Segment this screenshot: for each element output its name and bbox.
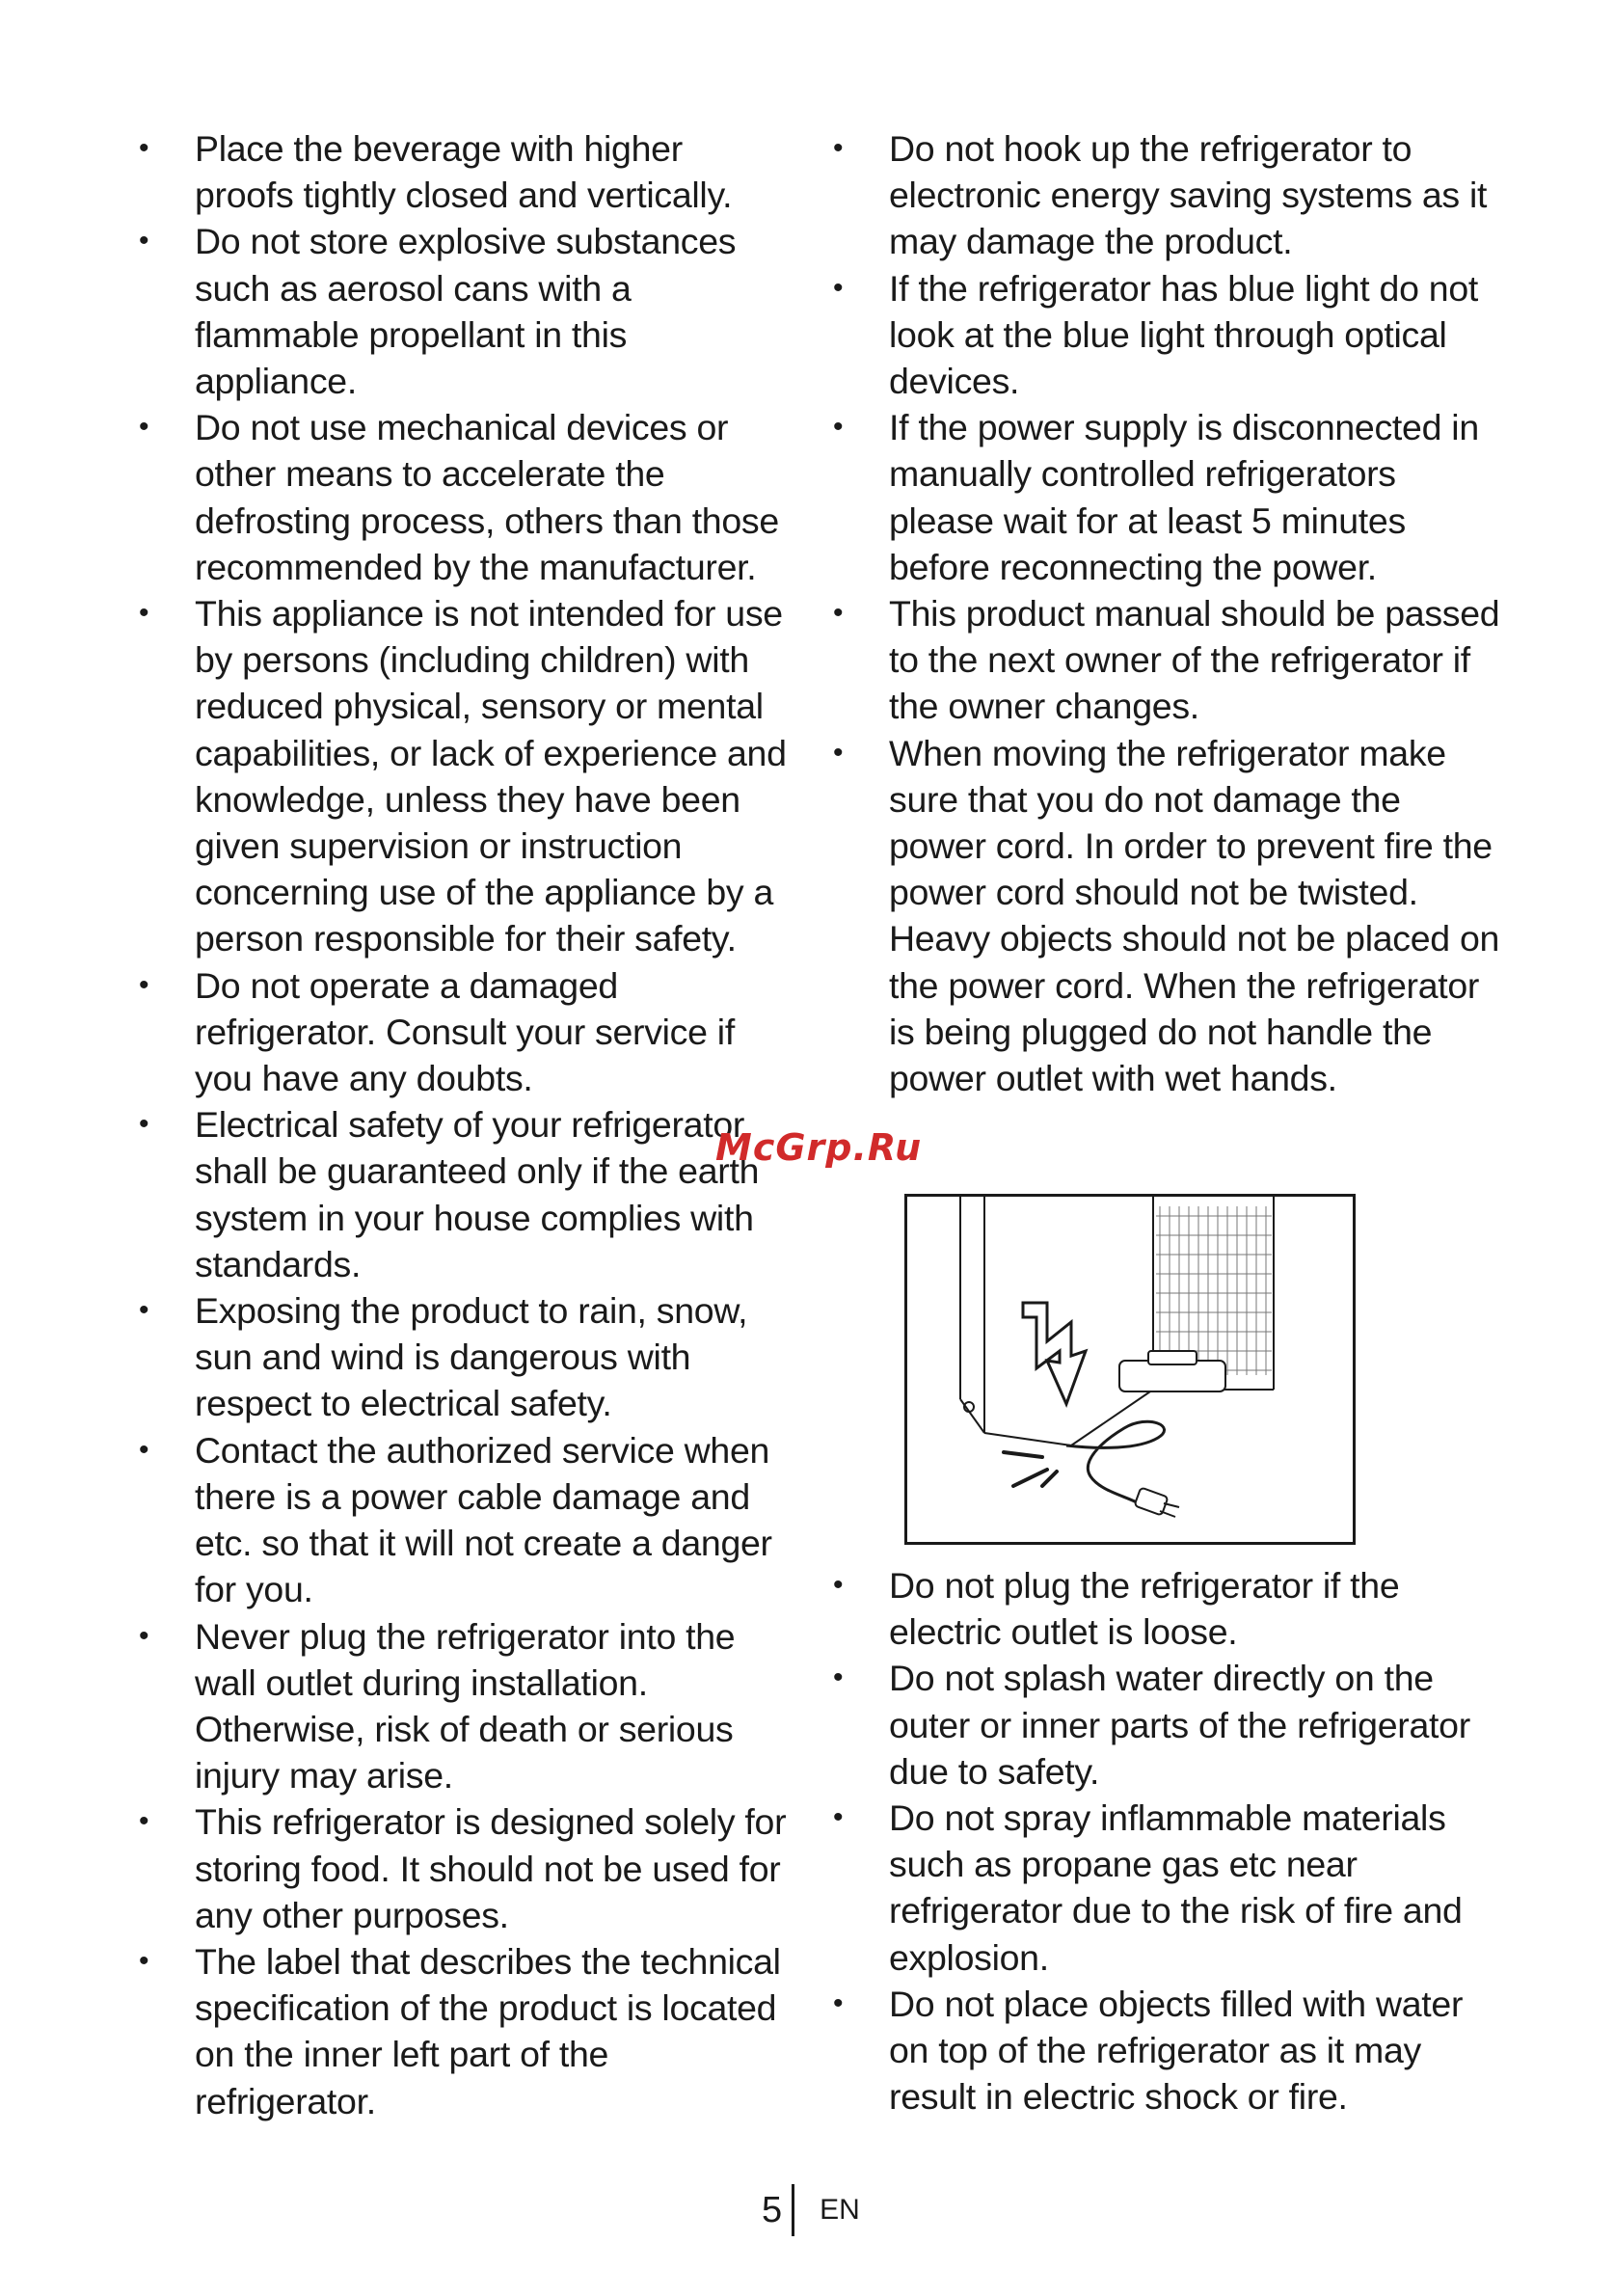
list-item: • Do not operate a damaged refrigerator. Consult your service if you have any doubts. [135, 962, 791, 1102]
bullet-icon: • [139, 132, 149, 164]
list-item: • Do not store explosive substances such as aerosol cans with a flammable propellant in this appliance. [135, 218, 791, 404]
bullet-icon: • [139, 1619, 149, 1652]
bullet-icon: • [139, 1805, 149, 1838]
list-item: • Electrical safety of your refrigerator shall be guaranteed only if the earth system in your house complies with standards. [135, 1101, 791, 1287]
left-column [135, 125, 791, 2124]
list-item: • The label that describes the technical specification of the product is located on the inner left part of the refrigerator. [135, 1938, 791, 2124]
page-footer [762, 2181, 860, 2239]
bullet-icon: • [139, 968, 149, 1001]
bullet-icon: • [139, 411, 149, 444]
right-top-bullet-list [829, 125, 1504, 1101]
bullet-icon: • [833, 1569, 844, 1601]
list-item: • Exposing the product to rain, snow, sun and wind is dangerous with respect to electrical safety. [135, 1287, 791, 1427]
footer-divider [792, 2184, 794, 2236]
bullet-icon: • [833, 597, 844, 630]
bullet-icon: • [139, 225, 149, 257]
list-item: • Do not splash water directly on the outer or inner parts of the refrigerator due to safety. [829, 1655, 1504, 1795]
bullet-icon: • [139, 1944, 149, 1977]
bullet-icon: • [833, 1661, 844, 1694]
right-bottom-bullet-list [829, 1562, 1504, 2120]
bullet-icon: • [833, 1986, 844, 2019]
list-item: • Place the beverage with higher proofs tightly closed and vertically. [135, 125, 791, 218]
bullet-icon: • [139, 1108, 149, 1141]
bullet-icon: • [833, 411, 844, 444]
list-item: • This refrigerator is designed solely for storing food. It should not be used for any other purposes. [135, 1798, 791, 1938]
list-item: • When moving the refrigerator make sure that you do not damage the power cord. In order to prevent fire the power cord should not be twisted. Heavy objects should not be placed on the power cord. When the refrigerator is being plugged do not handle the power outlet with wet hands. [829, 730, 1504, 1102]
bullet-icon: • [833, 271, 844, 304]
bullet-icon: • [139, 597, 149, 630]
bullet-icon: • [833, 736, 844, 769]
bullet-icon: • [833, 132, 844, 164]
bullet-icon: • [833, 1801, 844, 1834]
list-item: • If the power supply is disconnected in manually controlled refrigerators please wait for at least 5 minutes before reconnecting the power. [829, 404, 1504, 590]
power-cord-warning-figure [904, 1194, 1356, 1545]
refrigerator-back-illustration-icon [907, 1197, 1353, 1542]
page-number: 5 [762, 2189, 783, 2230]
list-item: • Contact the authorized service when there is a power cable damage and etc. so that it will not create a danger for you. [135, 1427, 791, 1613]
left-bullet-list [135, 125, 791, 2124]
language-label: EN [820, 2194, 860, 2226]
bullet-icon: • [139, 1294, 149, 1327]
list-item: • Do not place objects filled with water on top of the refrigerator as it may result in electric shock or fire. [829, 1981, 1504, 2120]
list-item: • Do not spray inflammable materials such as propane gas etc near refrigerator due to the risk of fire and explosion. [829, 1795, 1504, 1981]
list-item: • Do not hook up the refrigerator to electronic energy saving systems as it may damage the product. [829, 125, 1504, 265]
bullet-icon: • [139, 1433, 149, 1466]
list-item: • Never plug the refrigerator into the wall outlet during installation. Otherwise, risk of death or serious injury may arise. [135, 1613, 791, 1799]
list-item: • If the refrigerator has blue light do not look at the blue light through optical devices. [829, 265, 1504, 405]
right-column-bottom [829, 1562, 1504, 2120]
right-column-top [829, 125, 1504, 1101]
list-item: • This product manual should be passed to the next owner of the refrigerator if the owner changes. [829, 590, 1504, 730]
watermark: McGrp.Ru [715, 1126, 923, 1169]
list-item: • Do not plug the refrigerator if the electric outlet is loose. [829, 1562, 1504, 1655]
list-item: • Do not use mechanical devices or other means to accelerate the defrosting process, others than those recommended by the manufacturer. [135, 404, 791, 590]
list-item: • This appliance is not intended for use by persons (including children) with reduced physical, sensory or mental capabilities, or lack of experience and knowledge, unless they have been given supervision or instruction concerning use of the appliance by a person responsible for their safety. [135, 590, 791, 962]
